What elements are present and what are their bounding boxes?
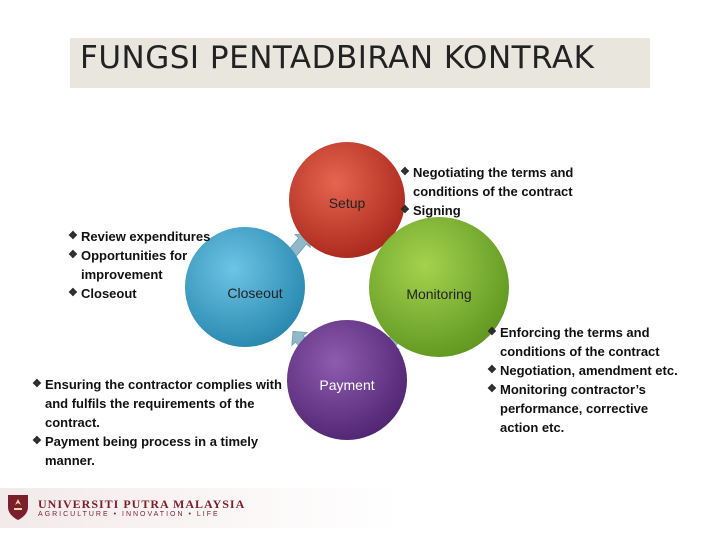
setup-notes [400,163,610,220]
payment-note-item: ❖ Payment being process in a timely manner. [32,432,282,470]
university-name: UNIVERSITI PUTRA MALAYSIA [38,497,246,511]
node-setup-label: Setup [328,195,366,211]
closeout-note-item: ❖ Review expenditures [68,227,228,246]
node-monitoring-label: Monitoring [406,286,472,302]
closeout-notes [68,227,228,303]
setup-note-item: ❖ Signing [400,201,610,220]
university-motto: AGRICULTURE • INNOVATION • LIFE [38,511,220,518]
monitoring-note-item: ❖ Negotiation, amendment etc. [487,361,702,380]
payment-note-item: ❖ Ensuring the contractor complies with and fulfils the requirements of the contract. [32,375,282,432]
closeout-note-item: ❖ Opportunities for improvement [68,246,206,284]
university-crest-icon [6,493,30,521]
node-closeout-label: Closeout [227,285,283,301]
monitoring-note-item: ❖ Monitoring contractor’s performance, corrective action etc. [487,380,680,437]
node-payment [287,320,407,440]
page-title: FUNGSI PENTADBIRAN KONTRAK [80,40,595,76]
monitoring-note-item: ❖ Enforcing the terms and conditions of the contract [487,323,702,361]
monitoring-notes [487,323,702,437]
node-payment-label: Payment [319,377,375,393]
closeout-note-item: ❖ Closeout [68,284,228,303]
payment-notes [32,375,282,470]
setup-note-item: ❖ Negotiating the terms and conditions of the contract [400,163,610,201]
